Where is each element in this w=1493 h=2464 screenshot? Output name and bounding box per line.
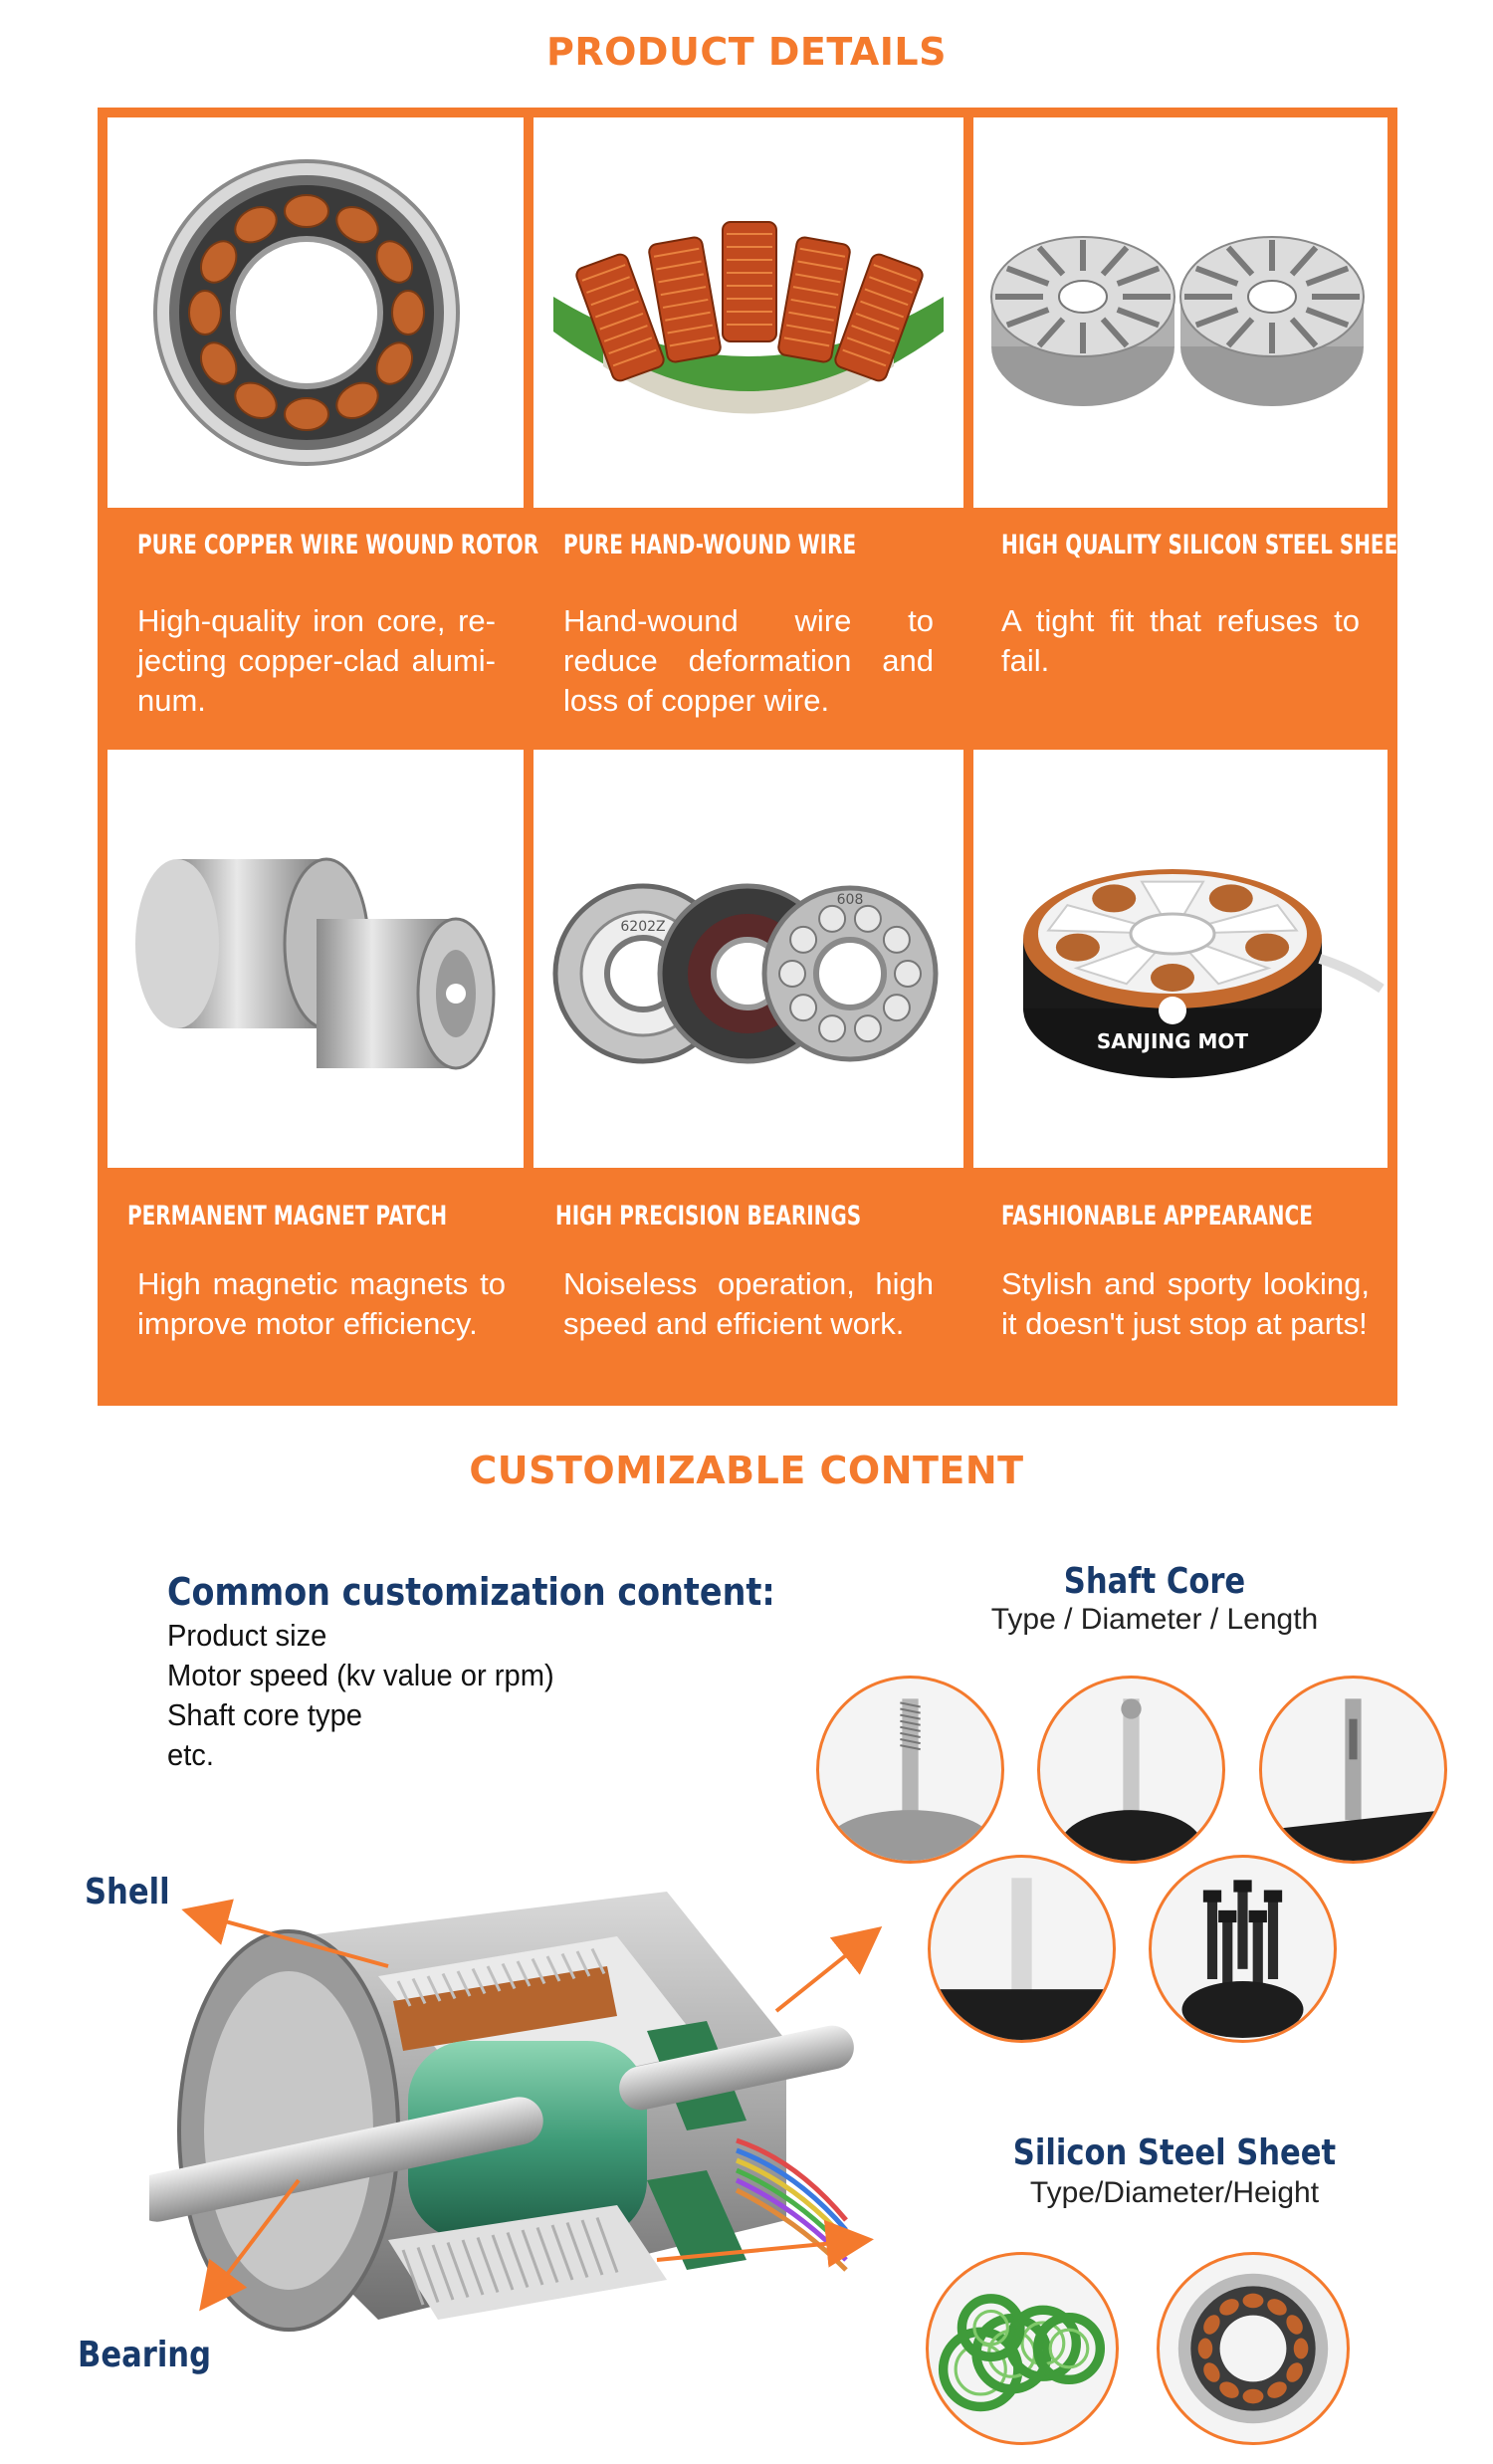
card-image-bearings [533, 750, 963, 1168]
magnet-rotor-icon [107, 750, 524, 1168]
silicon-steel-heading: Silicon Steel Sheet [1012, 2132, 1337, 2173]
card-description: High-quality iron core, re-jecting copper-clad alumi-num. [137, 603, 496, 718]
card-title: HIGH QUALITY SILICON STEEL SHEET [1001, 530, 1411, 560]
plain-shaft-icon [931, 1858, 1113, 2040]
shaft-core-circle [928, 1855, 1116, 2043]
bearings-icon [533, 750, 963, 1168]
round-shaft-icon [1040, 1679, 1222, 1861]
bearing-label: Bearing [78, 2335, 211, 2375]
card-description: Hand-wound wire to reduce deformation and loss of copper wire. [563, 603, 934, 718]
shaft-core-circle [1037, 1676, 1225, 1864]
product-details-title: PRODUCT DETAILS [546, 30, 947, 74]
shaft-core-subheading: Type / Diameter / Length [990, 1603, 1319, 1636]
wound-lamination-icon [1160, 2255, 1347, 2442]
silicon-steel-circle [1157, 2252, 1350, 2445]
steel-lamination-icon [973, 117, 1387, 508]
card-image-magnet-rotor [107, 750, 524, 1168]
customization-item: Motor speed (kv value or rpm) [167, 1658, 554, 1692]
motor-icon [973, 750, 1387, 1168]
bearing-marking: 6202Z [620, 919, 666, 935]
card-title: FASHIONABLE APPEARANCE [1001, 1201, 1313, 1232]
card-image-brushless-motor [973, 750, 1387, 1168]
card-title: PERMANENT MAGNET PATCH [127, 1201, 448, 1232]
motor-cutaway-illustration [149, 1802, 906, 2399]
coil-segment-icon [533, 117, 963, 508]
card-image-wound-stator [107, 117, 524, 508]
customizable-content-title: CUSTOMIZABLE CONTENT [469, 1449, 1024, 1492]
card-image-silicon-steel [973, 117, 1387, 508]
silicon-steel-subheading: Type/Diameter/Height [1029, 2176, 1320, 2209]
card-description: Stylish and sporty looking, it doesn't just stop at parts! [1001, 1266, 1370, 1341]
product-details-panel [98, 108, 1411, 1406]
card-image-hand-wound-coil [533, 117, 963, 508]
card-description: Noiseless operation, high speed and efficient work. [563, 1266, 934, 1341]
shaft-core-circle [1259, 1676, 1447, 1864]
shell-label: Shell [85, 1872, 170, 1912]
card-title: HIGH PRECISION BEARINGS [555, 1201, 862, 1232]
common-customization-heading: Common customization content: [167, 1570, 775, 1614]
shaft-core-heading: Shaft Core [1063, 1561, 1246, 1602]
card-title: PURE HAND-WOUND WIRE [563, 530, 857, 560]
bolt-shaft-icon [1152, 1858, 1334, 2040]
wound-stator-icon [107, 117, 524, 508]
card-description: A tight fit that refuses to fail. [1001, 603, 1360, 678]
shaft-core-circle [1149, 1855, 1337, 2043]
silicon-steel-circle [926, 2252, 1119, 2445]
green-lamination-icon [929, 2255, 1116, 2442]
card-title: PURE COPPER WIRE WOUND ROTOR [137, 530, 539, 560]
customization-item: etc. [167, 1737, 214, 1772]
customization-item: Product size [167, 1618, 327, 1653]
motor-brand: SANJING MOT [1096, 1029, 1249, 1053]
card-description: High magnetic magnets to improve motor efficiency. [137, 1266, 506, 1341]
customization-item: Shaft core type [167, 1697, 363, 1732]
keyed-shaft-icon [1262, 1679, 1444, 1861]
bearing-marking: 608 [836, 892, 864, 908]
